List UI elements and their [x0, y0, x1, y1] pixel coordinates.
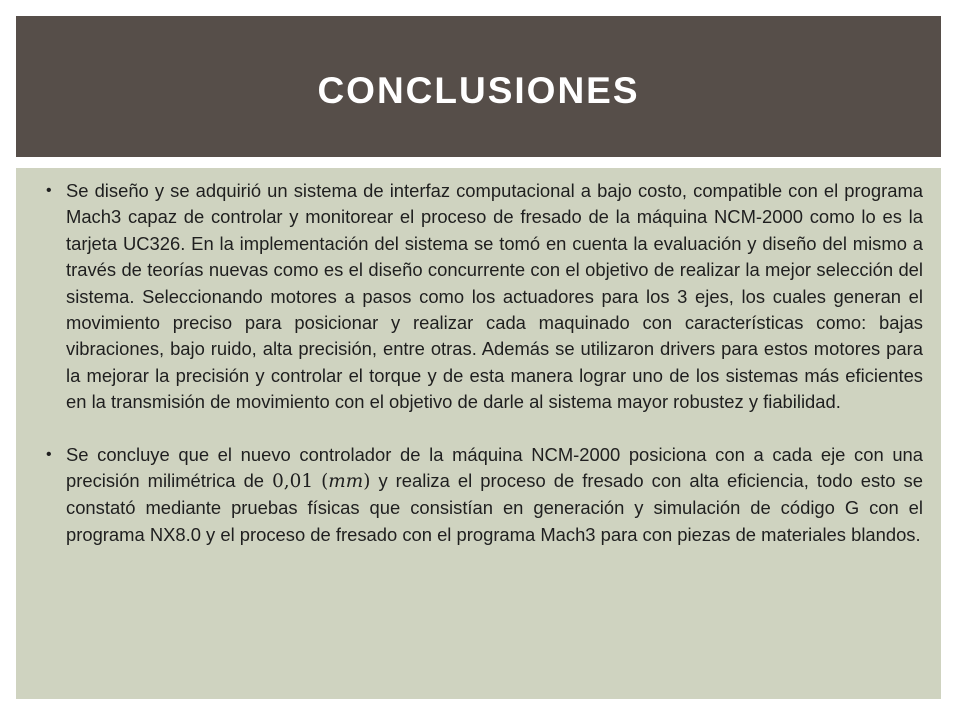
- bullet-item-1: [46, 178, 923, 416]
- precision-unit-open-paren: (: [321, 471, 329, 493]
- precision-value: 0,01: [272, 471, 314, 493]
- bullet-icon: •: [46, 182, 52, 199]
- bullet-icon: •: [46, 445, 52, 463]
- slide-title: CONCLUSIONES: [317, 69, 640, 111]
- bullet-text-2-end: y realiza el proceso de fresado con alta eficiencia, todo esto se constató mediante pruebas físicas que consistían en generación y simulación de código G con el programa NX8.0 y el proceso de fresado con el programa Mach3 para con piezas de materiales blandos.: [66, 470, 923, 545]
- bullet-list: [46, 178, 923, 548]
- content-area: [16, 168, 941, 699]
- bullet-text-2-start: Se concluye que el nuevo controlador de la máquina NCM-2000 posiciona con a cada eje con una precisión milimétrica de: [66, 443, 923, 492]
- precision-unit-close-paren: ): [363, 471, 371, 493]
- precision-unit: mm: [328, 471, 364, 493]
- title-band: [16, 16, 941, 157]
- bullet-text-1: Se diseño y se adquirió un sistema de interfaz computacional a bajo costo, compatible con el programa Mach3 capaz de controlar y monitorear el proceso de fresado de la máquina NCM-2000 como lo es la tarjeta UC326. En la implementación del sistema se tomó en cuenta la evaluación y diseño del mismo a través de teorías nuevas como es el diseño concurrente con el objetivo de realizar la mejor selección del sistema. Seleccionando motores a pasos como los actuadores para los 3 ejes, los cuales generan el movimiento preciso para posicionar y realizar cada maquinado con características como: bajas vibraciones, bajo ruido, alta precisión, entre otras. Además se utilizaron drivers para estos motores para la mejorar la precisión y controlar el torque y de esta manera lograr uno de los sistemas más eficientes en la transmisión de movimiento con el objetivo de darle al sistema mayor robustez y fiabilidad.: [66, 180, 923, 413]
- bullet-item-2: [46, 442, 923, 549]
